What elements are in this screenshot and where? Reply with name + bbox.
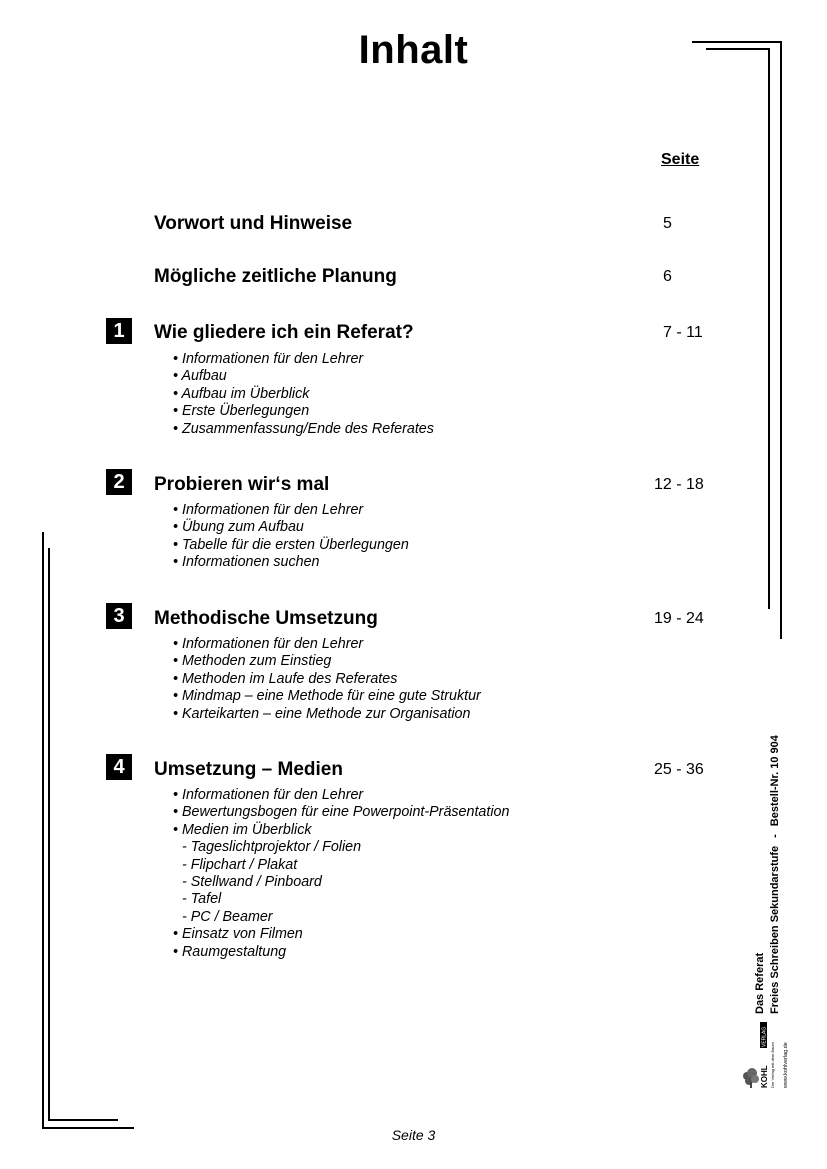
list-subitem: - PC / Beamer <box>182 908 273 925</box>
list-item: • Methoden im Laufe des Referates <box>173 670 398 687</box>
frame-right-inner <box>768 48 770 609</box>
side-book-title: Das Referat <box>754 952 766 1014</box>
side-book-subtitle <box>768 735 783 1014</box>
publisher-url: www.kohlverlag.de <box>783 1042 789 1088</box>
frame-top-right-inner <box>706 48 770 50</box>
chapter-number-badge: 4 <box>106 754 132 780</box>
chapter-number-badge: 3 <box>106 603 132 629</box>
page-column-header: Seite <box>661 151 700 168</box>
toc-pages-planung: 6 <box>663 268 672 285</box>
frame-top-right-outer <box>692 41 782 43</box>
toc-pages-vorwort: 5 <box>663 215 672 232</box>
chapter-pages: 7 - 11 <box>663 324 703 341</box>
list-item: • Aufbau im Überblick <box>173 385 310 402</box>
side-book-info <box>753 735 783 1014</box>
list-item: • Bewertungsbogen für eine Powerpoint-Präsentation <box>173 804 510 821</box>
chapter-title: Probieren wir‘s mal <box>154 474 330 495</box>
list-item: • Informationen suchen <box>173 554 320 571</box>
chapter-pages: 19 - 24 <box>654 610 704 627</box>
publisher-slogan: Der Verlag mit dem Baum <box>770 1042 775 1088</box>
publisher-logo <box>740 1018 790 1090</box>
side-book-series: Freies Schreiben Sekundarstufe <box>769 845 781 1014</box>
list-item: • Methoden zum Einstieg <box>173 653 332 670</box>
chapter-pages: 25 - 36 <box>654 761 704 778</box>
page-footer: Seite 3 <box>391 1127 436 1143</box>
chapter-title: Umsetzung – Medien <box>154 759 343 780</box>
chapter-item-list <box>173 351 434 438</box>
frame-left-inner <box>48 548 50 1121</box>
list-item: • Informationen für den Lehrer <box>173 502 364 518</box>
toc-entry-planung: Mögliche zeitliche Planung <box>154 266 397 287</box>
list-item: • Aufbau <box>173 368 227 385</box>
frame-left-outer <box>42 532 44 1129</box>
publisher-badge: VERLAG <box>761 1026 768 1047</box>
chapter-number-badge: 1 <box>106 318 132 344</box>
chapter-number-badge: 2 <box>106 469 132 495</box>
list-subitem: - Stellwand / Pinboard <box>182 874 322 891</box>
side-book-order-number: Bestell-Nr. 10 904 <box>769 735 781 827</box>
list-item: • Zusammenfassung/Ende des Referates <box>173 420 434 437</box>
list-item: • Tabelle für die ersten Überlegungen <box>173 536 409 553</box>
publisher-name: KOHL <box>760 1065 769 1088</box>
toc-entry-vorwort: Vorwort und Hinweise <box>154 213 353 234</box>
list-subitem: - Tageslichtprojektor / Folien <box>182 839 362 856</box>
list-item: • Informationen für den Lehrer <box>173 636 364 652</box>
chapter-item-list <box>173 502 409 572</box>
list-subitem: - Flipchart / Plakat <box>182 856 298 873</box>
side-book-separator: - <box>769 834 781 838</box>
chapter-title: Wie gliedere ich ein Referat? <box>154 322 414 343</box>
list-item: • Einsatz von Filmen <box>173 926 303 943</box>
list-item: • Übung zum Aufbau <box>173 519 304 536</box>
frame-bottom-left-inner <box>48 1119 118 1121</box>
list-item: • Karteikarten – eine Methode zur Organisation <box>173 705 471 722</box>
list-item: • Medien im Überblick <box>173 821 312 838</box>
frame-right-outer <box>780 41 782 639</box>
page-title: Inhalt <box>358 28 469 72</box>
chapter-item-list <box>173 636 481 723</box>
list-item: • Mindmap – eine Methode für eine gute Struktur <box>173 688 481 705</box>
chapter-title: Methodische Umsetzung <box>154 608 378 629</box>
chapter-item-list <box>173 787 509 961</box>
tree-logo-icon <box>740 1018 790 1090</box>
list-item: • Informationen für den Lehrer <box>173 787 364 803</box>
list-item: • Erste Überlegungen <box>173 403 310 420</box>
list-item: • Raumgestaltung <box>173 943 287 960</box>
list-subitem: - Tafel <box>182 891 222 908</box>
list-item: • Informationen für den Lehrer <box>173 351 364 367</box>
chapter-pages: 12 - 18 <box>654 476 704 493</box>
